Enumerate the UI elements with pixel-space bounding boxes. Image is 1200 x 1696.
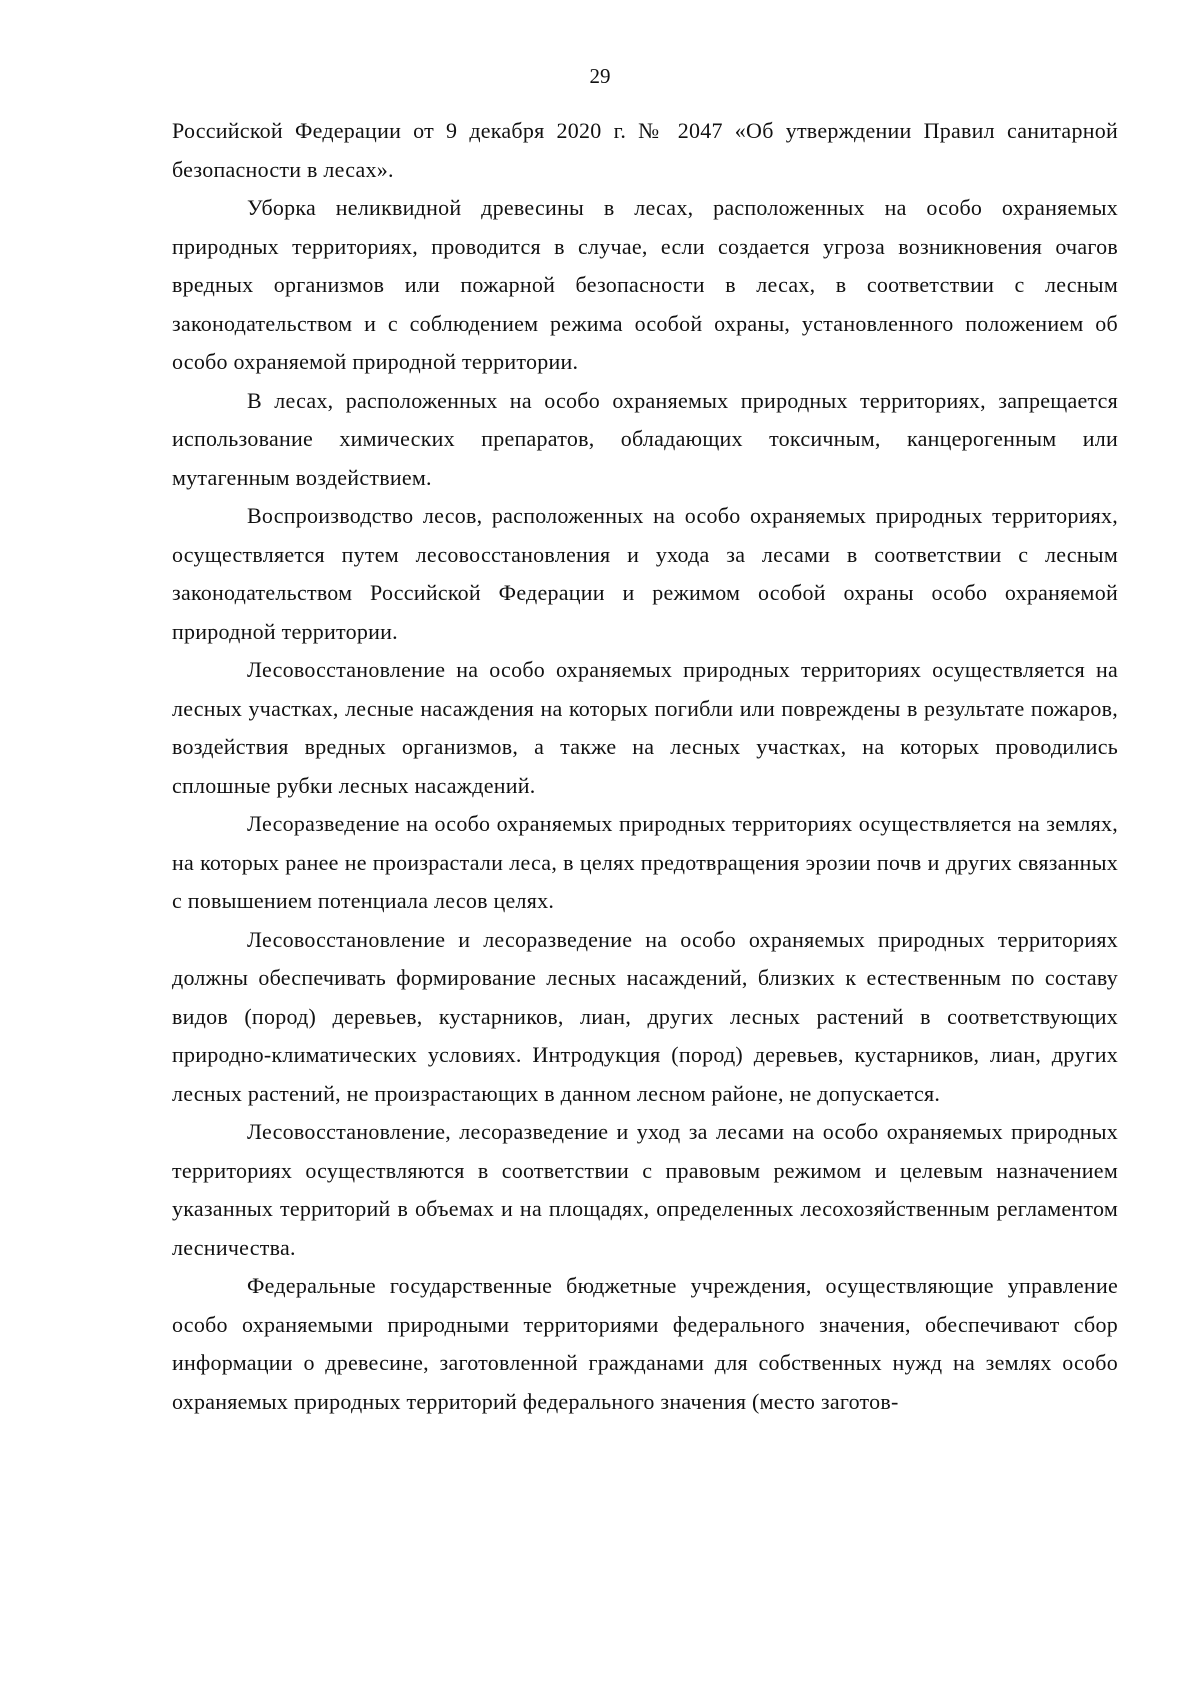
paragraph-forest-reproduction: Воспроизводство лесов, расположенных на особо охраняемых природных территориях, осуществляется путем лесовосстановления и ухода за лесами в соответствии с лесным законодательством Российской Федерации и режимом особой охраны особо охраняемой природной территории.: [172, 503, 1118, 644]
page-number: 29: [589, 64, 611, 88]
paragraph-afforestation: Лесоразведение на особо охраняемых природных территориях осуществляется на землях, на которых ранее не произрастали леса, в целях предотвращения эрозии почв и других связанных с повышением потенциала лесов целях.: [172, 811, 1118, 913]
paragraph-federal-institutions: Федеральные государственные бюджетные учреждения, осуществляющие управление особо охраняемыми природными территориями федерального значения, обеспечивают сбор информации о древесине, заготовленной гражданами для собственных нужд на землях особо охраняемых природных территорий федерального значения (место заготов-: [172, 1273, 1118, 1414]
paragraph-natural-composition: Лесовосстановление и лесоразведение на особо охраняемых природных территориях должны обеспечивать формирование лесных насаждений, близких к естественным по составу видов (пород) деревьев, кустарников, лиан, других лесных растений в соответствующих природно-климатических условиях. Интродукция (пород) деревьев, кустарников, лиан, других лесных растений, не произрастающих в данном лесном районе, не допускается.: [172, 926, 1118, 1106]
paragraph-chemical-ban: В лесах, расположенных на особо охраняемых природных территориях, запрещается использование химических препаратов, обладающих токсичным, канцерогенным или мутагенным воздействием.: [172, 387, 1118, 490]
paragraph-continuation: Российской Федерации от 9 декабря 2020 г. № 2047 «Об утверждении Правил санитарной безопасности в лесах».: [172, 118, 1118, 182]
paragraph-reforestation: Лесовосстановление на особо охраняемых природных территориях осуществляется на лесных участках, лесные насаждения на которых погибли или повреждены в результате пожаров, воздействия вредных организмов, а также на лесных участках, на которых проводились сплошные рубки лесных насаждений.: [172, 657, 1118, 798]
paragraph-illiquid-wood-cleanup: Уборка неликвидной древесины в лесах, расположенных на особо охраняемых природных территориях, проводится в случае, если создается угроза возникновения очагов вредных организмов или пожарной безопасности в лесах, в соответствии с лесным законодательством и с соблюдением режима особой охраны, установленного положением об особо охраняемой природной территории.: [172, 195, 1118, 374]
document-body: [172, 112, 1118, 1421]
paragraph-legal-regime: Лесовосстановление, лесоразведение и уход за лесами на особо охраняемых природных территориях осуществляются в соответствии с правовым режимом и целевым назначением указанных территорий в объемах и на площадях, определенных лесохозяйственным регламентом лесничества.: [172, 1119, 1118, 1260]
